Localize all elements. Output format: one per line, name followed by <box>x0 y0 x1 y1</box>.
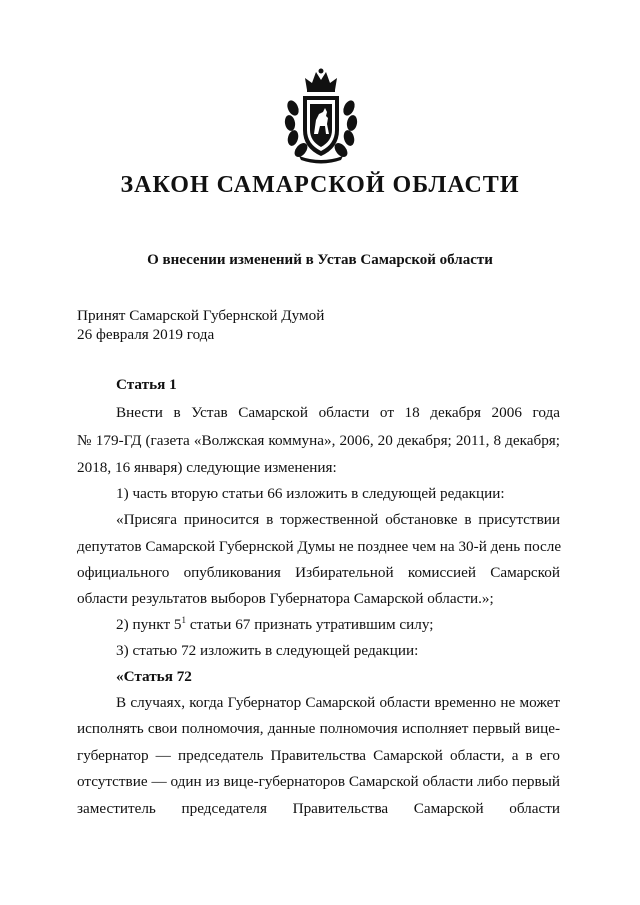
article-1-heading: Статья 1 <box>116 376 177 393</box>
item-1: 1) часть вторую статьи 66 изложить в следующей редакции: <box>116 485 505 502</box>
article-72-line-5: заместитель председателя Правительства Самарской области <box>77 800 560 817</box>
article-1-paragraph-line-1: Внести в Устав Самарской области от 18 декабря 2006 года <box>116 404 560 421</box>
article-72-heading: «Статья 72 <box>116 668 192 685</box>
law-title: ЗАКОН САМАРСКОЙ ОБЛАСТИ <box>120 172 520 198</box>
article-72-line-4: отсутствие — один из вице-губернаторов Самарской области либо первый <box>77 773 560 790</box>
item-3: 3) статью 72 изложить в следующей редакции: <box>116 642 419 659</box>
adopted-by: Принят Самарской Губернской Думой <box>77 307 325 324</box>
quote-line-4: области результатов выборов Губернатора Самарской области.»; <box>77 590 494 607</box>
item-2 <box>116 616 433 634</box>
article-1-paragraph-line-2: № 179-ГД (газета «Волжская коммуна», 2006, 20 декабря; 2011, 8 декабря; <box>77 432 560 449</box>
item-2-text-a: 2) пункт 5 <box>116 616 182 633</box>
adopted-date: 26 февраля 2019 года <box>77 326 215 343</box>
law-subtitle: О внесении изменений в Устав Самарской области <box>147 252 493 268</box>
article-72-line-2: исполнять свои полномочия, данные полномочия исполняет первый вице- <box>77 720 560 737</box>
article-1-paragraph-line-3: 2018, 16 января) следующие изменения: <box>77 459 337 476</box>
quote-line-1: «Присяга приносится в торжественной обстановке в присутствии <box>116 511 560 528</box>
coat-of-arms-emblem <box>283 68 359 164</box>
quote-line-3: официального опубликования Избирательной комиссией Самарской <box>77 564 560 581</box>
item-2-superscript: 1 <box>181 614 187 625</box>
article-72-line-3: губернатор — председатель Правительства Самарской области, а в его <box>77 747 560 764</box>
item-2-text-b: статьи 67 признать утратившим силу; <box>186 616 434 633</box>
article-72-line-1: В случаях, когда Губернатор Самарской области временно не может <box>116 694 560 711</box>
quote-line-2: депутатов Самарской Губернской Думы не позднее чем на 30-й день после <box>77 538 562 555</box>
